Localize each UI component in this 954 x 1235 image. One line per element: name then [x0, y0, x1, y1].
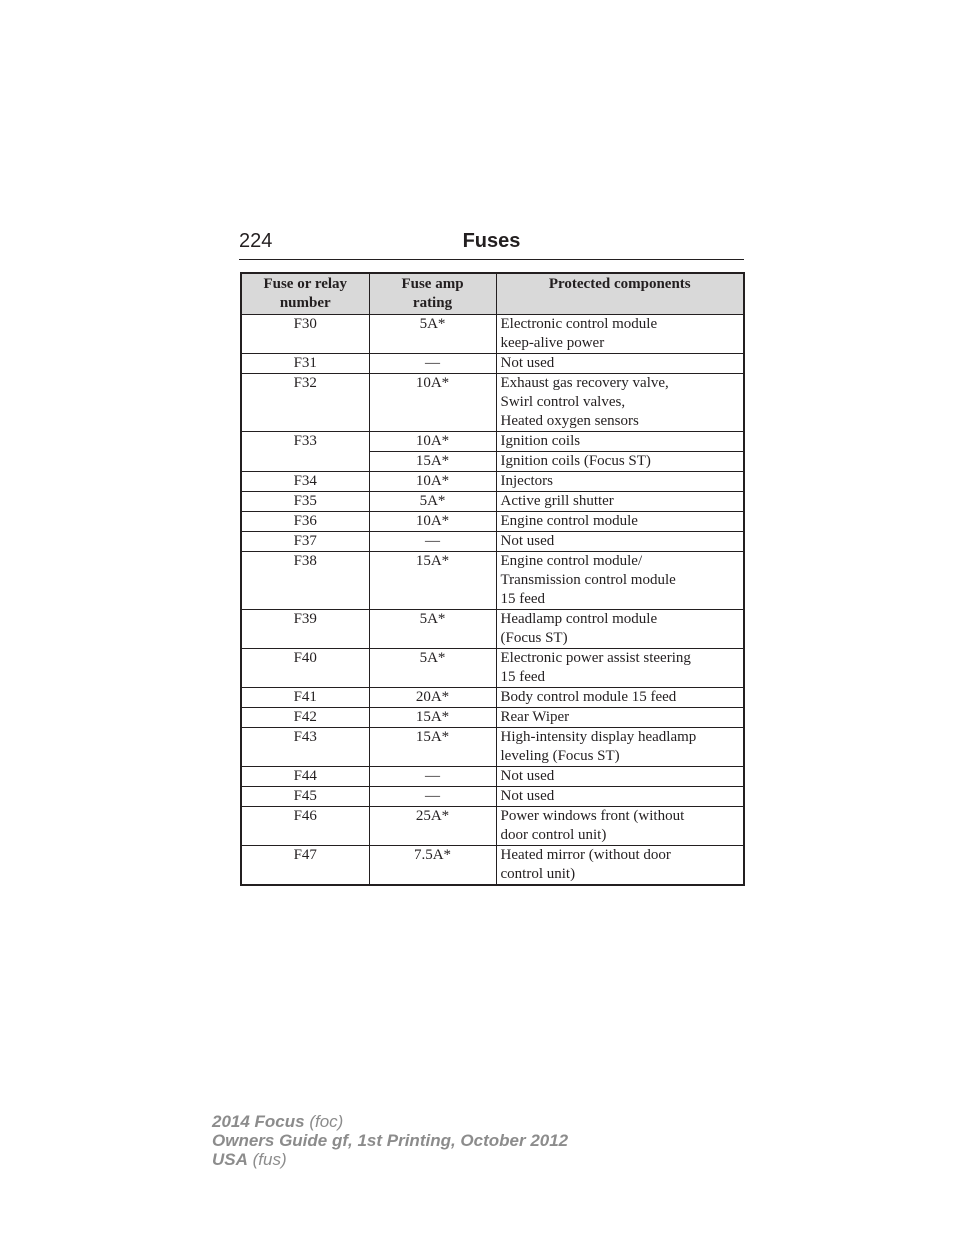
header-fuse-amp-rating: Fuse amp rating — [369, 273, 496, 315]
fuse-number-cell: F31 — [241, 354, 369, 374]
protected-components-cell — [496, 807, 744, 846]
table-row — [241, 512, 744, 532]
page-title: Fuses — [462, 230, 521, 252]
table-row — [241, 374, 744, 432]
component-line: Swirl control valves, — [500, 394, 626, 410]
component-line: keep-alive power — [500, 335, 605, 351]
footer-line-3: USA (fus) — [212, 1150, 287, 1169]
protected-components-cell — [496, 432, 744, 452]
protected-components-cell — [496, 649, 744, 688]
fuse-amp-cell: 15A* — [369, 552, 496, 610]
component-line: Not used — [500, 355, 555, 371]
table-row — [241, 492, 744, 512]
component-line: Not used — [500, 533, 555, 549]
component-line: Transmission control module — [500, 572, 676, 588]
component-line: Active grill shutter — [500, 493, 614, 509]
component-line: 15 feed — [500, 669, 546, 685]
component-line: Heated mirror (without door — [500, 847, 671, 863]
component-line: Engine control module — [500, 513, 638, 529]
page-header — [239, 229, 744, 260]
fuse-number-cell: F41 — [241, 688, 369, 708]
protected-components-cell — [496, 767, 744, 787]
fuse-number-cell: F47 — [241, 846, 369, 886]
protected-components-cell — [496, 472, 744, 492]
component-line: leveling (Focus ST) — [500, 748, 620, 764]
protected-components-cell — [496, 688, 744, 708]
header-fuse-number: Fuse or relay number — [241, 273, 369, 315]
table-row — [241, 532, 744, 552]
component-line: Electronic power assist steering — [500, 650, 691, 666]
component-line: Engine control module/ — [500, 553, 643, 569]
fuse-number-cell: F35 — [241, 492, 369, 512]
protected-components-cell — [496, 315, 744, 354]
fuse-amp-cell: 15A* — [369, 708, 496, 728]
table-row — [241, 708, 744, 728]
table-header-row — [241, 273, 744, 315]
fuse-table-body — [241, 315, 744, 886]
footer-line-2: Owners Guide gf, 1st Printing, October 2012 — [212, 1131, 569, 1150]
protected-components-cell — [496, 354, 744, 374]
table-row — [241, 688, 744, 708]
table-row — [241, 767, 744, 787]
component-line: Rear Wiper — [500, 709, 570, 725]
fuse-number-cell: F30 — [241, 315, 369, 354]
fuse-number-cell: F43 — [241, 728, 369, 767]
table-row — [241, 787, 744, 807]
component-line: Headlamp control module — [500, 611, 658, 627]
fuse-amp-cell: 10A* — [369, 374, 496, 432]
protected-components-cell — [496, 552, 744, 610]
fuse-amp-cell: 10A* — [369, 472, 496, 492]
fuse-amp-cell: — — [369, 532, 496, 552]
component-line: Not used — [500, 768, 555, 784]
protected-components-cell — [496, 610, 744, 649]
fuse-amp-cell: — — [369, 354, 496, 374]
fuse-number-cell: F46 — [241, 807, 369, 846]
component-line: 15 feed — [500, 591, 546, 607]
fuse-amp-cell: — — [369, 787, 496, 807]
component-line: Exhaust gas recovery valve, — [500, 375, 669, 391]
fuse-amp-cell: — — [369, 767, 496, 787]
fuse-amp-cell: 5A* — [369, 649, 496, 688]
component-line: Not used — [500, 788, 555, 804]
table-row — [241, 846, 744, 886]
fuse-number-cell: F38 — [241, 552, 369, 610]
fuse-number-cell: F37 — [241, 532, 369, 552]
fuse-table — [240, 272, 745, 886]
fuse-number-cell: F40 — [241, 649, 369, 688]
protected-components-cell — [496, 452, 744, 472]
fuse-amp-cell: 5A* — [369, 315, 496, 354]
protected-components-cell — [496, 708, 744, 728]
header-protected-components: Protected components — [496, 273, 744, 315]
fuse-number-cell: F36 — [241, 512, 369, 532]
table-row — [241, 432, 744, 452]
fuse-amp-cell: 10A* — [369, 512, 496, 532]
component-line: Injectors — [500, 473, 553, 489]
table-row — [241, 472, 744, 492]
protected-components-cell — [496, 532, 744, 552]
fuse-number-cell: F45 — [241, 787, 369, 807]
fuse-amp-cell: 7.5A* — [369, 846, 496, 886]
table-row — [241, 728, 744, 767]
fuse-amp-cell: 25A* — [369, 807, 496, 846]
table-row — [241, 649, 744, 688]
component-line: Electronic control module — [500, 316, 658, 332]
component-line: Ignition coils (Focus ST) — [500, 453, 651, 469]
protected-components-cell — [496, 846, 744, 886]
component-line: Power windows front (without — [500, 808, 685, 824]
protected-components-cell — [496, 492, 744, 512]
table-row — [241, 807, 744, 846]
fuse-amp-cell: 15A* — [369, 452, 496, 472]
protected-components-cell — [496, 787, 744, 807]
component-line: door control unit) — [500, 827, 607, 843]
fuse-amp-cell: 10A* — [369, 432, 496, 452]
fuse-amp-cell: 15A* — [369, 728, 496, 767]
table-row — [241, 354, 744, 374]
component-line: Body control module 15 feed — [500, 689, 677, 705]
page-number: 224 — [239, 230, 273, 252]
component-line: (Focus ST) — [500, 630, 568, 646]
fuse-number-cell: F34 — [241, 472, 369, 492]
table-row — [241, 610, 744, 649]
protected-components-cell — [496, 374, 744, 432]
fuse-amp-cell: 5A* — [369, 610, 496, 649]
fuse-number-cell: F42 — [241, 708, 369, 728]
component-line: Ignition coils — [500, 433, 581, 449]
document-footer — [212, 1112, 568, 1169]
fuse-number-cell: F33 — [241, 432, 369, 472]
component-line: control unit) — [500, 866, 576, 882]
component-line: High-intensity display headlamp — [500, 729, 697, 745]
footer-line-1: 2014 Focus (foc) — [212, 1112, 344, 1131]
protected-components-cell — [496, 728, 744, 767]
fuse-number-cell: F39 — [241, 610, 369, 649]
fuse-amp-cell: 20A* — [369, 688, 496, 708]
fuse-amp-cell: 5A* — [369, 492, 496, 512]
fuse-number-cell: F32 — [241, 374, 369, 432]
table-row — [241, 552, 744, 610]
protected-components-cell — [496, 512, 744, 532]
fuse-number-cell: F44 — [241, 767, 369, 787]
table-row — [241, 315, 744, 354]
component-line: Heated oxygen sensors — [500, 413, 639, 429]
